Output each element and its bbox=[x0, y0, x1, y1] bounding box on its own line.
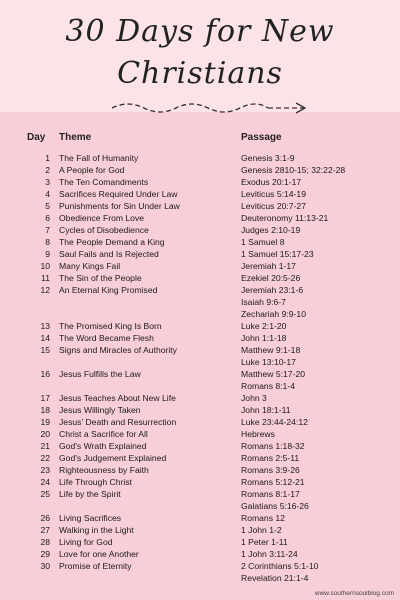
row-passage: Luke 13:10-17 bbox=[241, 357, 296, 367]
row-theme: The Promised King Is Born bbox=[59, 321, 162, 331]
row-theme: Many Kings Fail bbox=[59, 261, 121, 271]
row-passage: Matthew 9:1-18 bbox=[241, 345, 301, 355]
column-header-day: Day bbox=[27, 132, 46, 143]
table-row bbox=[0, 428, 400, 440]
page-title-line1: 30 Days for New bbox=[65, 14, 335, 49]
row-passage: 1 Samuel 8 bbox=[241, 237, 285, 247]
swirl-arrow-decoration bbox=[108, 98, 308, 116]
column-header-passage: Passage bbox=[241, 132, 282, 143]
row-day: 6 bbox=[45, 213, 50, 223]
row-theme: Punishments for Sin Under Law bbox=[59, 201, 180, 211]
page-title-line2: Christians bbox=[117, 56, 283, 91]
table-row bbox=[0, 368, 400, 380]
column-header-theme: Theme bbox=[59, 132, 92, 143]
row-passage: Luke 23:44-24:12 bbox=[241, 417, 308, 427]
table-row bbox=[0, 236, 400, 248]
row-theme: Living for God bbox=[59, 537, 113, 547]
table-row bbox=[0, 488, 400, 500]
row-passage: John 18:1-11 bbox=[241, 405, 291, 415]
row-day: 21 bbox=[40, 441, 50, 451]
row-day: 30 bbox=[40, 561, 50, 571]
row-passage: Isaiah 9:6-7 bbox=[241, 297, 286, 307]
row-passage: Ezekiel 20:5-26 bbox=[241, 273, 301, 283]
table-row bbox=[0, 284, 400, 296]
row-theme: God's Wrath Explained bbox=[59, 441, 147, 451]
table-row bbox=[0, 380, 400, 392]
table-row bbox=[0, 512, 400, 524]
row-passage: John 1:1-18 bbox=[241, 333, 287, 343]
table-row bbox=[0, 260, 400, 272]
row-passage: Romans 3:9-26 bbox=[241, 465, 300, 475]
row-theme: A People for God bbox=[59, 165, 125, 175]
table-row bbox=[0, 296, 400, 308]
row-passage: 1 Peter 1-11 bbox=[241, 537, 288, 547]
row-theme: The Fall of Humanity bbox=[59, 153, 139, 163]
row-day: 12 bbox=[40, 285, 50, 295]
row-passage: 1 Samuel 15:17-23 bbox=[241, 249, 314, 259]
row-theme: The People Demand a King bbox=[59, 237, 165, 247]
table-row bbox=[0, 476, 400, 488]
footer-url: www.southernsoulblog.com bbox=[314, 590, 394, 597]
row-day: 16 bbox=[40, 369, 50, 379]
row-passage: 2 Corinthians 5:1-10 bbox=[241, 561, 319, 571]
row-theme: Righteousness by Faith bbox=[59, 465, 149, 475]
table-row bbox=[0, 152, 400, 164]
table-row bbox=[0, 224, 400, 236]
row-day: 7 bbox=[45, 225, 50, 235]
row-theme: An Eternal King Promised bbox=[59, 285, 158, 295]
row-passage: Romans 2:5-11 bbox=[241, 453, 300, 463]
table-row bbox=[0, 572, 400, 584]
row-theme: The Word Became Flesh bbox=[59, 333, 154, 343]
row-theme: Jesus Willingly Taken bbox=[59, 405, 141, 415]
row-passage: Luke 2:1-20 bbox=[241, 321, 287, 331]
row-passage: Leviticus 20:7-27 bbox=[241, 201, 306, 211]
row-day: 13 bbox=[40, 321, 50, 331]
row-passage: Revelation 21:1-4 bbox=[241, 573, 309, 583]
table-row bbox=[0, 404, 400, 416]
row-theme: Sacrifices Required Under Law bbox=[59, 189, 178, 199]
table-row bbox=[0, 392, 400, 404]
row-day: 9 bbox=[45, 249, 50, 259]
table-row bbox=[0, 308, 400, 320]
row-theme: Jesus' Death and Resurrection bbox=[59, 417, 177, 427]
row-day: 2 bbox=[45, 165, 50, 175]
row-passage: 1 John 3:11-24 bbox=[241, 549, 298, 559]
row-passage: Leviticus 5:14-19 bbox=[241, 189, 306, 199]
row-theme: Obedience From Love bbox=[59, 213, 145, 223]
row-day: 27 bbox=[40, 525, 50, 535]
row-theme: Love for one Another bbox=[59, 549, 139, 559]
row-passage: Romans 1:18-32 bbox=[241, 441, 305, 451]
row-day: 20 bbox=[40, 429, 50, 439]
table-row bbox=[0, 212, 400, 224]
row-passage: Genesis 3:1-9 bbox=[241, 153, 295, 163]
row-day: 10 bbox=[40, 261, 50, 271]
table-row bbox=[0, 332, 400, 344]
row-day: 22 bbox=[40, 453, 50, 463]
row-day: 15 bbox=[40, 345, 50, 355]
row-day: 29 bbox=[40, 549, 50, 559]
row-passage: Zechariah 9:9-10 bbox=[241, 309, 306, 319]
row-theme: Walking in the Light bbox=[59, 525, 134, 535]
table-row bbox=[0, 344, 400, 356]
row-theme: Cycles of Disobedience bbox=[59, 225, 149, 235]
row-passage: Genesis 2810-15; 32:22-28 bbox=[241, 165, 346, 175]
table-row bbox=[0, 536, 400, 548]
row-passage: Romans 5:12-21 bbox=[241, 477, 305, 487]
row-day: 18 bbox=[40, 405, 50, 415]
row-theme: Life by the Spirit bbox=[59, 489, 121, 499]
row-passage: Romans 12 bbox=[241, 513, 285, 523]
row-day: 28 bbox=[40, 537, 50, 547]
row-day: 19 bbox=[40, 417, 50, 427]
row-day: 17 bbox=[40, 393, 50, 403]
row-passage: 1 John 1-2 bbox=[241, 525, 282, 535]
row-passage: Jeremiah 23:1-6 bbox=[241, 285, 304, 295]
table-row bbox=[0, 356, 400, 368]
row-theme: Living Sacrifices bbox=[59, 513, 122, 523]
row-day: 26 bbox=[40, 513, 50, 523]
row-day: 11 bbox=[41, 273, 50, 283]
row-day: 8 bbox=[45, 237, 50, 247]
table-row bbox=[0, 320, 400, 332]
row-passage: Galatians 5:16-26 bbox=[241, 501, 309, 511]
row-theme: Jesus Teaches About New Life bbox=[59, 393, 176, 403]
row-passage: John 3 bbox=[241, 393, 267, 403]
row-theme: Life Through Christ bbox=[59, 477, 132, 487]
table-row bbox=[0, 272, 400, 284]
table-row bbox=[0, 188, 400, 200]
row-day: 4 bbox=[45, 189, 50, 199]
row-passage: Deuteronomy 11:13-21 bbox=[241, 213, 329, 223]
row-theme: Christ a Sacrifice for All bbox=[59, 429, 148, 439]
table-row bbox=[0, 164, 400, 176]
table-row bbox=[0, 416, 400, 428]
table-row bbox=[0, 452, 400, 464]
row-day: 24 bbox=[40, 477, 50, 487]
table-row bbox=[0, 200, 400, 212]
row-theme: Promise of Eternity bbox=[59, 561, 132, 571]
row-passage: Romans 8:1-17 bbox=[241, 489, 300, 499]
row-day: 5 bbox=[45, 201, 50, 211]
row-day: 1 bbox=[45, 153, 50, 163]
row-passage: Romans 8:1-4 bbox=[241, 381, 295, 391]
row-day: 3 bbox=[45, 177, 50, 187]
row-passage: Matthew 5:17-20 bbox=[241, 369, 306, 379]
table-row bbox=[0, 548, 400, 560]
row-passage: Exodus 20:1-17 bbox=[241, 177, 302, 187]
table-row bbox=[0, 440, 400, 452]
table-row bbox=[0, 500, 400, 512]
row-theme: Saul Fails and Is Rejected bbox=[59, 249, 159, 259]
row-day: 23 bbox=[40, 465, 50, 475]
row-theme: God's Judgement Explained bbox=[59, 453, 167, 463]
row-passage: Jeremiah 1-17 bbox=[241, 261, 296, 271]
row-day: 14 bbox=[40, 333, 50, 343]
row-theme: Signs and Miracles of Authority bbox=[59, 345, 177, 355]
row-day: 25 bbox=[40, 489, 50, 499]
table-row bbox=[0, 248, 400, 260]
row-theme: The Sin of the People bbox=[59, 273, 142, 283]
row-passage: Hebrews bbox=[241, 429, 275, 439]
table-row bbox=[0, 524, 400, 536]
table-row bbox=[0, 464, 400, 476]
table-row bbox=[0, 560, 400, 572]
row-theme: The Ten Comandments bbox=[59, 177, 149, 187]
row-theme: Jesus Fulfills the Law bbox=[59, 369, 141, 379]
row-passage: Judges 2:10-19 bbox=[241, 225, 301, 235]
table-row bbox=[0, 176, 400, 188]
